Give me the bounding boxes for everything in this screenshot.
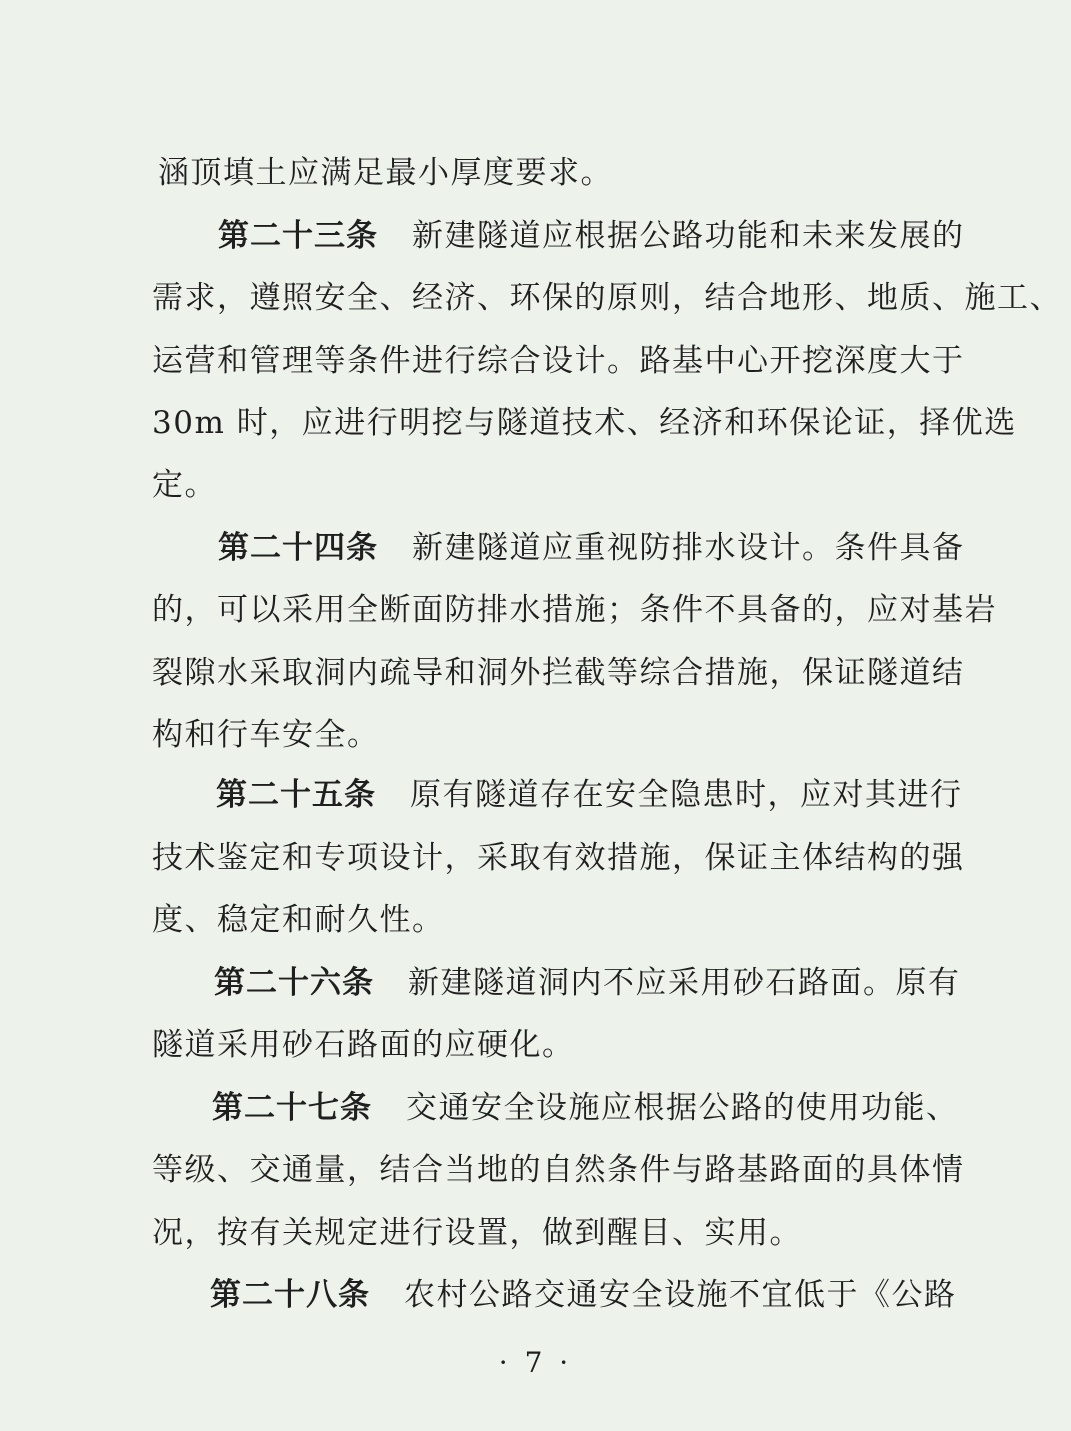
line-text: 运营和管理等条件进行综合设计。路基中心开挖深度大于 — [152, 343, 965, 379]
line-text: 构和行车安全。 — [152, 717, 380, 753]
article-heading: 第二十四条 — [218, 530, 378, 566]
article-line — [216, 767, 963, 823]
line-text: 的，可以采用全断面防排水措施；条件不具备的，应对基岩 — [152, 592, 997, 628]
line-text: 等级、交通量，结合当地的自然条件与路基路面的具体情 — [152, 1152, 965, 1188]
text-line — [152, 457, 217, 513]
article-heading: 第二十八条 — [210, 1277, 370, 1313]
text-line — [152, 1205, 802, 1261]
text-line — [152, 333, 965, 389]
line-text: 原有隧道存在安全隐患时，应对其进行 — [410, 777, 963, 813]
line-text: 新建隧道应根据公路功能和未来发展的 — [412, 218, 965, 254]
line-text: 新建隧道洞内不应采用砂石路面。原有 — [408, 965, 961, 1001]
text-line — [152, 1017, 575, 1073]
line-text: 新建隧道应重视防排水设计。条件具备 — [412, 530, 965, 566]
line-text: 交通安全设施应根据公路的使用功能、 — [406, 1090, 959, 1126]
text-line — [152, 1142, 965, 1198]
text-line — [152, 892, 445, 948]
article-heading: 第二十五条 — [216, 777, 376, 813]
article-line — [218, 208, 965, 264]
text-line — [152, 830, 965, 886]
line-text: 技术鉴定和专项设计，采取有效措施，保证主体结构的强 — [152, 840, 965, 876]
line-text: 度、稳定和耐久性。 — [152, 902, 445, 938]
line-text: 定。 — [152, 467, 217, 503]
line-text: 涵顶填土应满足最小厚度要求。 — [158, 155, 613, 191]
article-line — [210, 1267, 957, 1323]
line-text: 需求，遵照安全、经济、环保的原则，结合地形、地质、施工、 — [152, 280, 1062, 316]
text-line — [158, 145, 613, 201]
text-line — [152, 645, 965, 701]
page-number: · 7 · — [498, 1346, 573, 1379]
line-text: 况，按有关规定进行设置，做到醒目、实用。 — [152, 1215, 802, 1251]
text-line — [152, 270, 1062, 326]
text-line — [152, 707, 380, 763]
line-text: 裂隙水采取洞内疏导和洞外拦截等综合措施，保证隧道结 — [152, 655, 965, 691]
article-line — [214, 955, 961, 1011]
line-text: 30m 时，应进行明挖与隧道技术、经济和环保论证，择优选 — [152, 405, 1017, 441]
article-line — [218, 520, 965, 576]
article-heading: 第二十六条 — [214, 965, 374, 1001]
article-heading: 第二十七条 — [212, 1090, 372, 1126]
line-text: 隧道采用砂石路面的应硬化。 — [152, 1027, 575, 1063]
text-line — [152, 395, 1017, 451]
article-heading: 第二十三条 — [218, 218, 378, 254]
article-line — [212, 1080, 959, 1136]
text-line — [152, 582, 997, 638]
line-text: 农村公路交通安全设施不宜低于《公路 — [404, 1277, 957, 1313]
